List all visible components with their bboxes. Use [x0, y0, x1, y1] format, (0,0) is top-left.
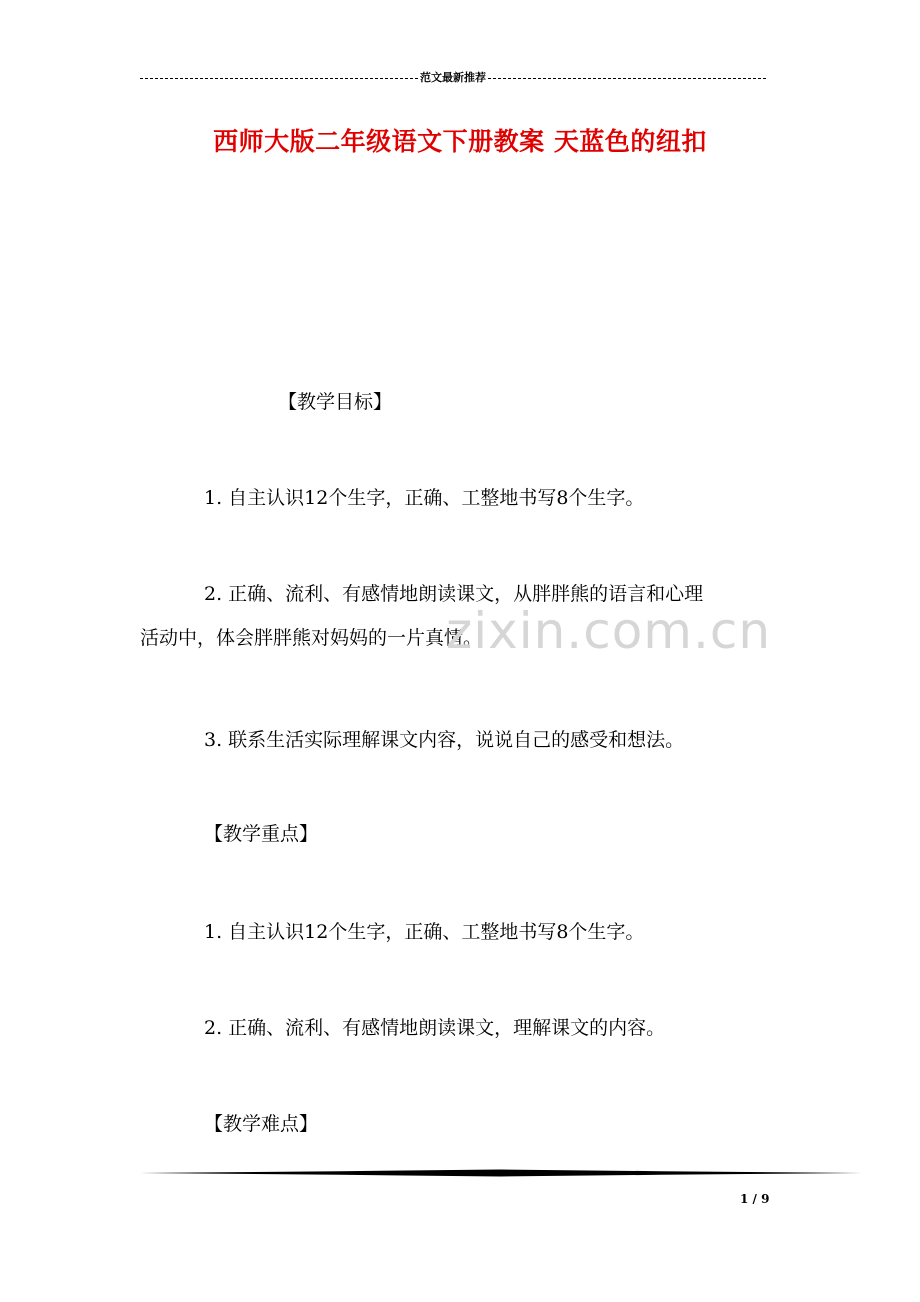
header-dashes-left [140, 78, 418, 79]
document-title: 西师大版二年级语文下册教案 天蓝色的纽扣 [213, 127, 707, 156]
watermark: zixin.com.cn [446, 602, 772, 660]
goal-item-1: 1. 自主认识12个生字，正确、工整地书写8个生字。 [204, 487, 645, 509]
page-header [140, 68, 766, 86]
key-point-item-1: 1. 自主认识12个生字，正确、工整地书写8个生字。 [204, 921, 645, 943]
goal-item-3: 3. 联系生活实际理解课文内容，说说自己的感受和想法。 [204, 729, 685, 751]
difficulty-heading: 【教学难点】 [204, 1113, 319, 1135]
header-label: 范文最新推荐 [420, 71, 486, 84]
goal-item-2-line-1: 2. 正确、流利、有感情地朗读课文，从胖胖熊的语言和心理 [204, 583, 704, 605]
key-points-heading: 【教学重点】 [204, 823, 319, 845]
footer-rule [140, 1168, 862, 1178]
key-point-item-2: 2. 正确、流利、有感情地朗读课文，理解课文的内容。 [204, 1017, 666, 1039]
page-number: 1 / 9 [740, 1192, 770, 1206]
goals-heading: 【教学目标】 [278, 391, 393, 413]
goal-item-2-line-2: 活动中，体会胖胖熊对妈妈的一片真情。 [140, 627, 483, 649]
header-dashes-right [488, 78, 766, 79]
